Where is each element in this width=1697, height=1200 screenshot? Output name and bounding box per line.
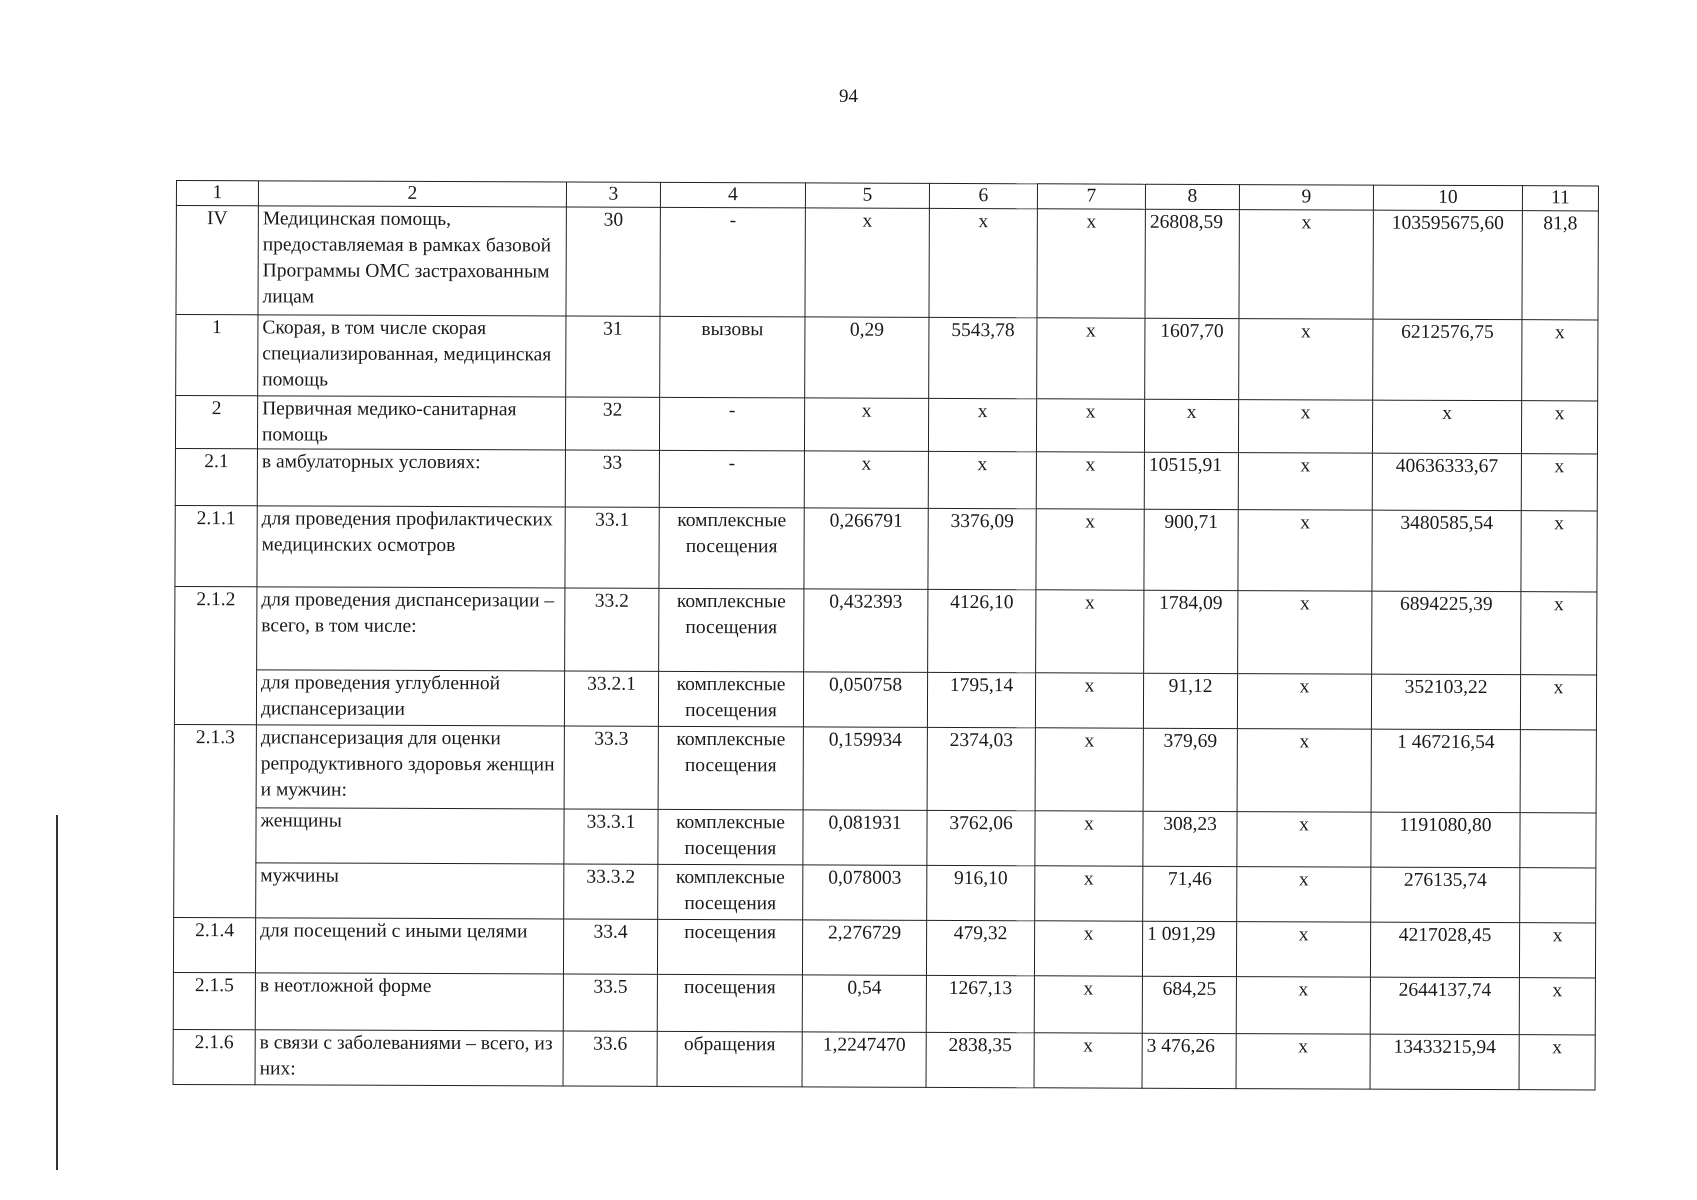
- line-code: 33.1: [565, 507, 659, 588]
- cell-col10: 1 467216,54: [1371, 729, 1520, 813]
- cell-col11: [1520, 868, 1596, 923]
- cell-col6: 479,32: [926, 920, 1034, 975]
- cell-col8: 379,69: [1143, 728, 1237, 811]
- cell-col8: 1 091,29: [1142, 921, 1236, 976]
- line-code: 33.4: [563, 919, 657, 974]
- cell-col6: x: [928, 451, 1036, 508]
- unit: комплексные посещения: [658, 726, 803, 810]
- unit: посещения: [657, 919, 802, 975]
- cell-col5: 0,54: [802, 975, 926, 1032]
- cell-col10: 352103,22: [1371, 674, 1520, 730]
- line-code: 32: [565, 397, 659, 450]
- cell-col6: 1795,14: [927, 672, 1035, 727]
- cell-col8: 10515,91: [1144, 452, 1238, 509]
- table-row: [176, 315, 1598, 401]
- cell-col7: x: [1035, 811, 1143, 866]
- line-code: 33.5: [563, 974, 657, 1031]
- cell-col6: 2374,03: [927, 727, 1035, 810]
- cell-col10: 3480585,54: [1372, 510, 1521, 592]
- column-number: 10: [1373, 185, 1522, 211]
- row-name: женщины: [256, 808, 564, 864]
- cell-col11: [1520, 813, 1596, 868]
- row-name: для посещений с иными целями: [255, 918, 563, 974]
- cell-col10: x: [1372, 400, 1521, 454]
- cell-col10: 40636333,67: [1372, 453, 1521, 511]
- row-name: Первичная медико-санитарная помощь: [257, 396, 565, 450]
- cell-col9: x: [1237, 867, 1371, 923]
- row-number: 2: [175, 396, 257, 449]
- cell-col9: x: [1238, 453, 1372, 511]
- row-name: для проведения профилактических медицинских осмотров: [257, 506, 565, 588]
- cell-col6: x: [928, 398, 1036, 451]
- cell-col7: x: [1034, 1033, 1142, 1088]
- cell-col9: x: [1237, 729, 1371, 813]
- row-number: 1: [176, 315, 258, 396]
- cell-col7: x: [1037, 209, 1145, 318]
- cell-col9: x: [1236, 922, 1370, 978]
- unit: -: [660, 207, 805, 317]
- cell-col9: x: [1239, 319, 1373, 401]
- cell-col9: x: [1238, 591, 1372, 675]
- row-name: в амбулаторных условиях:: [257, 449, 565, 507]
- row-name: диспансеризация для оценки репродуктивного здоровья женщин и мужчин:: [256, 725, 564, 809]
- cell-col8: 26808,59: [1145, 209, 1239, 318]
- row-number: IV: [176, 206, 258, 315]
- cell-col10: 276135,74: [1371, 867, 1520, 923]
- cell-col11: x: [1521, 454, 1597, 511]
- cell-col5: 2,276729: [802, 920, 926, 975]
- cell-col6: x: [929, 208, 1037, 317]
- cell-col7: x: [1035, 866, 1143, 921]
- cell-col5: 1,2247470: [802, 1032, 926, 1087]
- cell-col11: 81,8: [1522, 211, 1598, 320]
- table-row: [173, 972, 1595, 1034]
- cell-col5: x: [805, 208, 929, 317]
- cell-col10: 4217028,45: [1370, 922, 1519, 978]
- data-table: [173, 180, 1599, 1090]
- unit: комплексные посещения: [658, 809, 803, 865]
- cell-col7: x: [1036, 509, 1144, 590]
- cell-col8: 1607,70: [1145, 318, 1239, 399]
- row-number: 2.1.2: [174, 586, 257, 724]
- line-code: 30: [566, 207, 660, 316]
- line-code: 33.2.1: [564, 671, 658, 726]
- row-name: Скорая, в том числе скорая специализированная, медицинская помощь: [258, 315, 566, 397]
- cell-col11: x: [1522, 320, 1598, 401]
- cell-col7: x: [1035, 673, 1143, 728]
- row-name: в неотложной форме: [255, 973, 563, 1031]
- cell-col10: 103595675,60: [1373, 210, 1522, 320]
- cell-col9: x: [1238, 510, 1372, 592]
- line-code: 31: [566, 316, 660, 397]
- cell-col10: 13433215,94: [1370, 1034, 1519, 1090]
- margin-line: [56, 815, 58, 1170]
- cell-col5: x: [804, 451, 928, 508]
- line-code: 33.3.1: [564, 809, 658, 864]
- cell-col7: x: [1036, 399, 1144, 452]
- row-name: в связи с заболеваниями – всего, из них:: [255, 1030, 563, 1086]
- cell-col11: x: [1519, 978, 1595, 1035]
- cell-col5: 0,432393: [804, 589, 928, 672]
- unit: -: [659, 450, 804, 508]
- cell-col9: x: [1237, 674, 1371, 730]
- table-row: [176, 206, 1598, 320]
- row-name: мужчины: [256, 863, 564, 919]
- cell-col5: x: [804, 398, 928, 451]
- row-name: Медицинская помощь, предоставляемая в рамках базовой Программы ОМС застрахованным лицам: [258, 206, 566, 316]
- unit: посещения: [657, 974, 802, 1032]
- cell-col8: 684,25: [1142, 976, 1236, 1033]
- cell-col7: x: [1036, 452, 1144, 509]
- cell-col11: x: [1521, 401, 1597, 454]
- cell-col10: 6212576,75: [1373, 319, 1522, 401]
- cell-col6: 3376,09: [928, 508, 1036, 589]
- cell-col8: 900,71: [1144, 509, 1238, 590]
- column-number: 6: [929, 183, 1037, 208]
- unit: комплексные посещения: [658, 864, 803, 920]
- column-number: 3: [566, 182, 660, 207]
- column-number: 9: [1239, 185, 1373, 211]
- table-row: [174, 724, 1596, 812]
- cell-col5: 0,081931: [803, 810, 927, 865]
- column-number: 4: [660, 182, 805, 208]
- row-name: для проведения диспансеризации – всего, в том числе:: [257, 587, 565, 671]
- cell-col11: x: [1519, 1035, 1595, 1090]
- cell-col8: 71,46: [1143, 866, 1237, 921]
- column-number: 1: [176, 181, 258, 206]
- cell-col6: 3762,06: [927, 810, 1035, 865]
- page-number: 94: [839, 86, 858, 107]
- cell-col9: x: [1236, 1034, 1370, 1090]
- cell-col9: x: [1239, 210, 1373, 320]
- line-code: 33.3: [564, 726, 658, 809]
- table-row: [175, 586, 1597, 674]
- cell-col10: 2644137,74: [1370, 977, 1519, 1035]
- table-row: [174, 807, 1596, 867]
- unit: обращения: [657, 1031, 802, 1087]
- row-number: 2.1: [175, 448, 257, 505]
- unit: комплексные посещения: [659, 588, 804, 672]
- table-row: [175, 448, 1597, 510]
- row-name: для проведения углубленной диспансеризации: [256, 670, 564, 726]
- cell-col8: 1784,09: [1144, 590, 1238, 673]
- cell-col7: x: [1037, 318, 1145, 399]
- line-code: 33: [565, 450, 659, 507]
- cell-col5: 0,159934: [803, 727, 927, 810]
- table-row: [173, 1029, 1595, 1089]
- cell-col11: x: [1521, 511, 1597, 592]
- column-number: 5: [805, 183, 929, 208]
- cell-col9: x: [1237, 812, 1371, 868]
- column-number: 2: [258, 181, 566, 207]
- cell-col6: 1267,13: [926, 975, 1034, 1032]
- line-code: 33.2: [565, 588, 659, 671]
- cell-col5: 0,078003: [803, 865, 927, 920]
- unit: комплексные посещения: [658, 671, 803, 727]
- cell-col6: 5543,78: [929, 317, 1037, 398]
- cell-col7: x: [1035, 728, 1143, 811]
- table-row: [174, 669, 1596, 729]
- table-row: [175, 396, 1597, 454]
- table-row: [174, 862, 1596, 922]
- row-number: 2.1.1: [175, 505, 257, 586]
- cell-col11: x: [1520, 675, 1596, 730]
- cell-col5: 0,266791: [804, 508, 928, 589]
- cell-col10: 6894225,39: [1372, 591, 1521, 675]
- cell-col6: 4126,10: [928, 589, 1036, 672]
- cell-col11: [1520, 730, 1596, 813]
- row-number: 2.1.4: [173, 917, 255, 972]
- table-row: [173, 917, 1595, 977]
- line-code: 33.6: [563, 1031, 657, 1086]
- row-number: 2.1.5: [173, 972, 255, 1029]
- cell-col11: x: [1519, 923, 1595, 978]
- cell-col7: x: [1036, 590, 1144, 673]
- unit: -: [659, 397, 804, 451]
- cell-col9: x: [1236, 977, 1370, 1035]
- cell-col8: 91,12: [1143, 673, 1237, 728]
- column-number: 7: [1037, 184, 1145, 209]
- column-number: 11: [1522, 186, 1598, 211]
- cell-col5: 0,29: [805, 317, 929, 398]
- table-row: [175, 505, 1597, 591]
- unit: комплексные посещения: [659, 507, 804, 589]
- cell-col6: 2838,35: [926, 1032, 1034, 1087]
- line-code: 33.3.2: [564, 864, 658, 919]
- row-number: 2.1.3: [174, 724, 257, 917]
- cell-col6: 916,10: [927, 865, 1035, 920]
- cell-col7: x: [1034, 921, 1142, 976]
- cell-col8: 3 476,26: [1142, 1033, 1236, 1088]
- cell-col11: x: [1521, 592, 1597, 675]
- row-number: 2.1.6: [173, 1029, 255, 1084]
- cell-col8: 308,23: [1143, 811, 1237, 866]
- cell-col10: 1191080,80: [1371, 812, 1520, 868]
- cell-col5: 0,050758: [803, 672, 927, 727]
- unit: вызовы: [660, 316, 805, 398]
- column-number: 8: [1145, 184, 1239, 209]
- cell-col7: x: [1034, 976, 1142, 1033]
- cell-col8: x: [1144, 399, 1238, 452]
- cell-col9: x: [1238, 400, 1372, 454]
